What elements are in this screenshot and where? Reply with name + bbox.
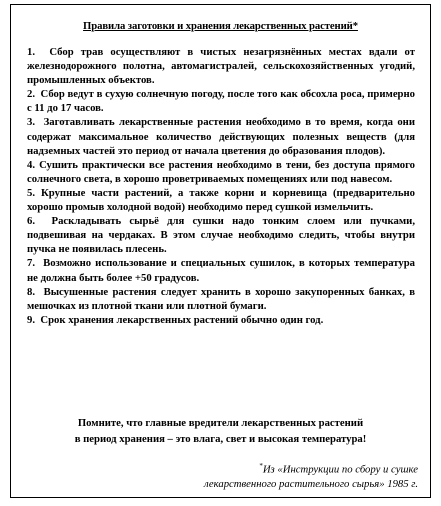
list-item-text: Сбор ведут в сухую солнечную погоду, после того как обсохла роса, примерно с 11 до 17 часов. bbox=[27, 88, 416, 115]
list-item-text: Сбор трав осуществляют в чистых незагрязнённых местах вдали от железнодорожного полотна, автомагистралей, сельскохозяйственных угодий, промышленных объектов. bbox=[27, 46, 415, 87]
document-frame bbox=[10, 4, 431, 498]
rules-list bbox=[27, 45, 415, 327]
list-item-text: Высушенные растения следует хранить в хорошо закупоренных банках, в мешочках из плотной ткани или плотной бумаги. bbox=[27, 285, 415, 312]
footnote-line-1: Из «Инструкции по сбору и сушке bbox=[262, 463, 418, 476]
list-item: 7. Возможно использование и специальных сушилок, в которых температура не должна быть более +50 градусов. bbox=[27, 257, 416, 284]
list-item: 2. Сбор ведут в сухую солнечную погоду, после того как обсохла роса, примерно с 11 до 17 часов. bbox=[27, 88, 416, 115]
closing-reminder bbox=[11, 415, 430, 447]
list-item-text: Срок хранения лекарственных растений обычно один год. bbox=[40, 313, 324, 326]
source-footnote bbox=[118, 459, 418, 491]
footnote-line-2: лекарственного растительного сырья» 1985 г. bbox=[203, 477, 418, 490]
list-item: 6. Раскладывать сырьё для сушки надо тонким слоем или пучками, подвешивая на чердаках. В этом случае необходимо следить, чтобы внутри пучка не появилась плесень. bbox=[27, 215, 416, 256]
list-item-text: Сушить практически все растения необходимо в тени, без доступа прямого солнечного света, в хорошо проветриваемых помещениях или под навесом. bbox=[27, 158, 416, 185]
list-item: 4. Сушить практически все растения необходимо в тени, без доступа прямого солнечного света, в хорошо проветриваемых помещениях или под навесом. bbox=[27, 158, 416, 185]
list-item: 9. Срок хранения лекарственных растений обычно один год. bbox=[27, 313, 324, 326]
list-item-text: Возможно использование и специальных сушилок, в которых температура не должна быть более +50 градусов. bbox=[27, 257, 416, 284]
list-item-text: Раскладывать сырьё для сушки надо тонким слоем или пучками, подвешивая на чердаках. В этом случае необходимо следить, чтобы внутри пучка не появилась плесень. bbox=[27, 215, 416, 256]
footnote-mark: * bbox=[259, 462, 263, 470]
list-item: 3. Заготавливать лекарственные растения необходимо в то время, когда они содержат максимальное количество действующих полезных веществ (для надземных частей это период от начала цветения до образования плодов). bbox=[27, 116, 415, 157]
list-item: 5. Крупные части растений, а также корни и корневища (предварительно хорошо промыв холодной водой) необходимо перед сушкой измельчить. bbox=[27, 186, 415, 214]
closing-line-2: в период хранения – это влага, свет и высокая температура! bbox=[74, 433, 367, 445]
list-item: 8. Высушенные растения следует хранить в хорошо закупоренных банках, в мешочках из плотной ткани или плотной бумаги. bbox=[27, 285, 415, 312]
list-item-text: Заготавливать лекарственные растения необходимо в то время, когда они содержат максимальное количество действующих полезных веществ (для надземных частей это период от начала цветения до образования плодов). bbox=[27, 116, 415, 157]
closing-line-1: Помните, что главные вредители лекарственных растений bbox=[77, 417, 364, 429]
list-item-text: Крупные части растений, а также корни и корневища (предварительно хорошо промыв холодной водой) необходимо перед сушкой измельчить. bbox=[27, 186, 415, 214]
list-item: 1. Сбор трав осуществляют в чистых незагрязнённых местах вдали от железнодорожного полотна, автомагистралей, сельскохозяйственных угодий, промышленных объектов. bbox=[27, 46, 415, 87]
document-title: Правила заготовки и хранения лекарственных растений* bbox=[83, 20, 358, 32]
